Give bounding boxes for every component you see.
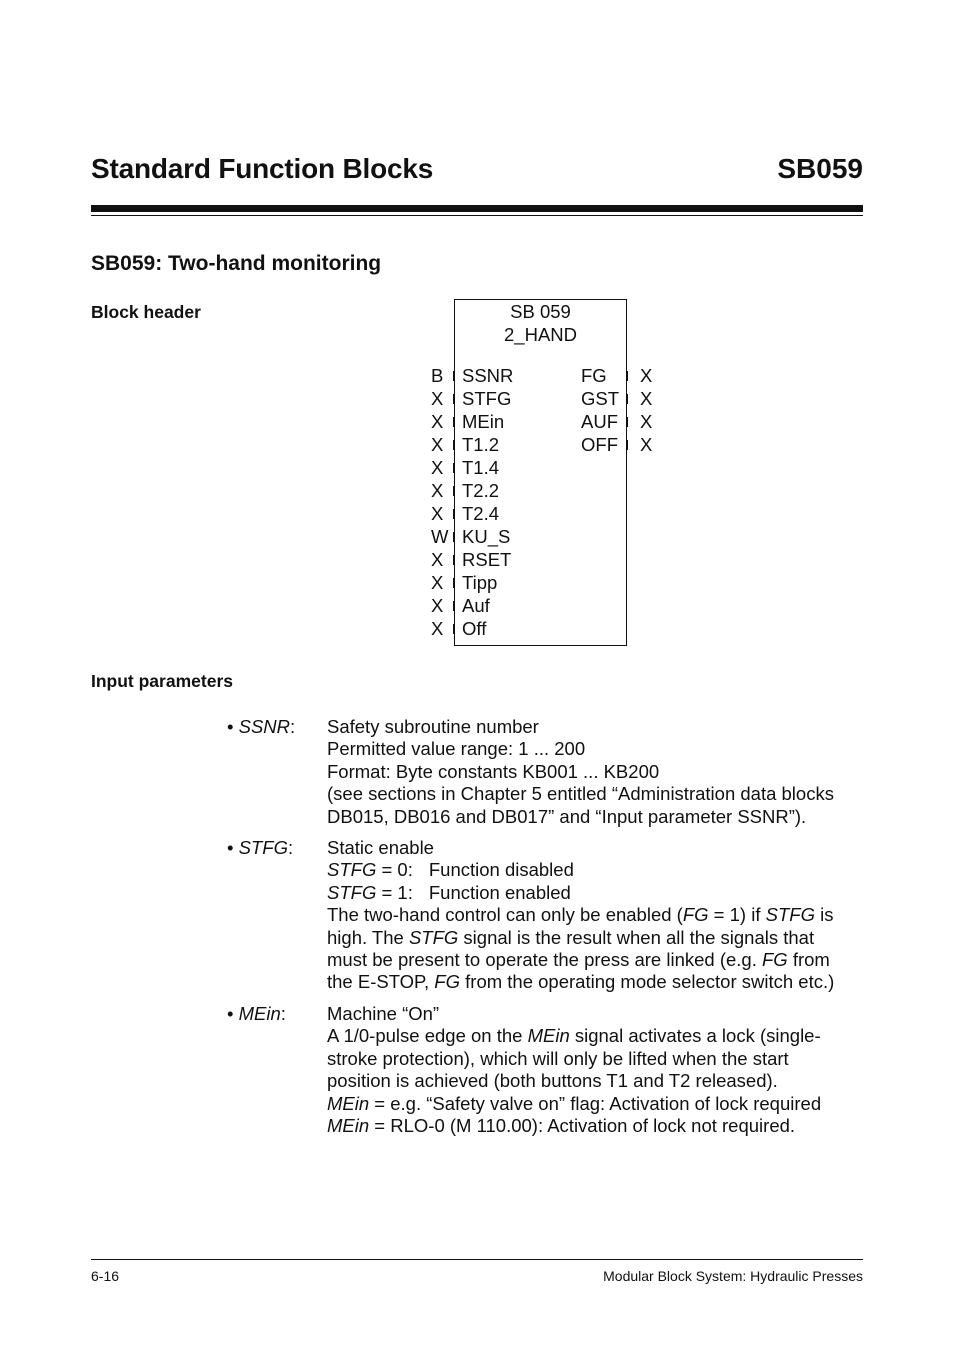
output-pin-tick (627, 440, 628, 450)
input-pin-name: Auf (462, 595, 490, 616)
input-pin-tick (453, 486, 454, 496)
stfg-line (327, 882, 867, 904)
input-pin-tick (453, 463, 454, 473)
footer-rule (91, 1259, 863, 1260)
block-name-line2: 2_HAND (504, 324, 577, 345)
param-mein-name: MEin (238, 1003, 281, 1024)
stfg-ref: STFG (408, 926, 459, 948)
stfg-text: high. The (327, 926, 409, 948)
stfg-ref: STFG (327, 881, 377, 903)
output-pin-tick (627, 394, 628, 404)
param-ssnr-name: SSNR (238, 716, 291, 737)
page-header-code: SB059 (777, 153, 863, 184)
input-type-label: B (431, 365, 444, 386)
stfg-line (327, 904, 867, 926)
ssnr-line: Format: Byte constants KB001 ... KB200 (327, 760, 660, 782)
stfg-text: from (787, 949, 830, 971)
mein-text: signal activates a lock (single- (569, 1025, 821, 1047)
input-pin-name: STFG (462, 388, 512, 409)
input-type-label: X (431, 457, 444, 478)
output-type-label: X (640, 411, 653, 432)
mein-line (327, 1115, 867, 1137)
block-name-line1: SB 059 (510, 301, 571, 322)
param-ssnr-bullet: • SSNR: (227, 716, 296, 737)
stfg-text: = 1) if (708, 904, 766, 926)
stfg-eq: = 1: (376, 881, 413, 903)
output-pin-tick (627, 417, 628, 427)
stfg-ref: STFG (327, 859, 377, 881)
input-type-label: X (431, 480, 444, 501)
stfg-text: must be present to operate the press are linked (e.g. (327, 949, 762, 971)
input-type-label: X (431, 434, 444, 455)
stfg-text: is (814, 904, 834, 926)
input-type-label: X (431, 595, 444, 616)
fg-ref: FG (434, 971, 460, 993)
input-pin-tick (453, 624, 454, 634)
input-pin-tick (453, 601, 454, 611)
input-pin-tick (453, 417, 454, 427)
param-ssnr-description (327, 716, 867, 828)
output-pin-name: FG (581, 365, 607, 386)
stfg-line (327, 971, 867, 993)
mein-ref: MEin (327, 1115, 370, 1137)
ssnr-line: Safety subroutine number (327, 716, 539, 737)
input-pin-tick (453, 371, 454, 381)
fg-ref: FG (762, 949, 788, 971)
input-parameters-label: Input parameters (91, 671, 233, 691)
output-type-label: X (640, 434, 653, 455)
input-pin-name: RSET (462, 549, 512, 570)
param-stfg-bullet: • STFG: (227, 837, 294, 858)
footer-page-number: 6-16 (91, 1268, 120, 1284)
param-mein-bullet: • MEin: (227, 1003, 286, 1024)
stfg-line (327, 949, 867, 971)
mein-text: = RLO-0 (M 110.00): Activation of lock not required. (369, 1115, 796, 1137)
ssnr-line: (see sections in Chapter 5 entitled “Administration data blocks (327, 783, 834, 805)
input-type-label: W (431, 526, 449, 547)
input-type-label: X (431, 549, 444, 570)
mein-text: A 1/0-pulse edge on the (327, 1025, 528, 1047)
input-type-label: X (431, 618, 444, 639)
stfg-line (327, 927, 867, 949)
input-pin-name: T1.4 (462, 457, 500, 478)
input-pin-name: Tipp (462, 572, 498, 593)
input-type-label: X (431, 572, 444, 593)
input-pin-tick (453, 555, 454, 565)
input-pin-tick (453, 532, 454, 542)
param-stfg-name: STFG (238, 837, 288, 858)
stfg-v0-text: Function disabled (428, 859, 574, 881)
input-pin-name: SSNR (462, 365, 514, 386)
mein-line: position is achieved (both buttons T1 and T2 released). (327, 1070, 778, 1092)
input-pin-tick (453, 394, 454, 404)
footer-title: Modular Block System: Hydraulic Presses (603, 1268, 863, 1284)
stfg-eq: = 0: (376, 859, 413, 881)
section-title: SB059: Two-hand monitoring (91, 252, 382, 275)
ssnr-line: DB015, DB016 and DB017” and “Input parameter SSNR”). (327, 805, 807, 827)
input-pin-name: T2.4 (462, 503, 500, 524)
output-pin-name: GST (581, 388, 620, 409)
input-type-label: X (431, 503, 444, 524)
input-pin-name: MEin (462, 411, 505, 432)
input-pin-tick (453, 440, 454, 450)
param-mein-description (327, 1003, 867, 1137)
output-pin-tick (627, 371, 628, 381)
output-type-label: X (640, 388, 653, 409)
mein-ref: MEin (527, 1025, 570, 1047)
stfg-text: The two-hand control can only be enabled ( (327, 904, 683, 926)
mein-text: = e.g. “Safety valve on” flag: Activation of lock required (369, 1092, 822, 1114)
output-pin-name: OFF (581, 434, 618, 455)
stfg-line (327, 859, 867, 881)
stfg-v1-text: Function enabled (428, 881, 571, 903)
header-rule-thick (91, 205, 863, 212)
input-pin-name: Off (462, 618, 487, 639)
input-pin-name: KU_S (462, 526, 511, 547)
mein-line: Machine “On” (327, 1003, 440, 1024)
page-header-title: Standard Function Blocks (91, 153, 434, 184)
output-pin-name: AUF (581, 411, 618, 432)
mein-ref: MEin (327, 1092, 370, 1114)
header-rule-thin (91, 215, 863, 216)
fg-ref: FG (682, 904, 709, 926)
stfg-line: Static enable (327, 837, 434, 858)
mein-line (327, 1093, 867, 1115)
input-pin-tick (453, 578, 454, 588)
stfg-text: signal is the result when all the signals that (458, 926, 815, 948)
mein-line: stroke protection), which will only be lifted when the start (327, 1047, 789, 1069)
block-header-label: Block header (91, 302, 201, 322)
stfg-text: from the operating mode selector switch etc.) (460, 971, 835, 993)
input-type-label: X (431, 388, 444, 409)
input-pin-name: T2.2 (462, 480, 500, 501)
mein-line (327, 1025, 867, 1047)
input-type-label: X (431, 411, 444, 432)
stfg-text: the E-STOP, (327, 971, 435, 993)
stfg-ref: STFG (765, 904, 815, 926)
ssnr-line: Permitted value range: 1 ... 200 (327, 738, 586, 760)
input-pin-name: T1.2 (462, 434, 500, 455)
input-pin-tick (453, 509, 454, 519)
param-stfg-description (327, 837, 867, 994)
output-type-label: X (640, 365, 653, 386)
